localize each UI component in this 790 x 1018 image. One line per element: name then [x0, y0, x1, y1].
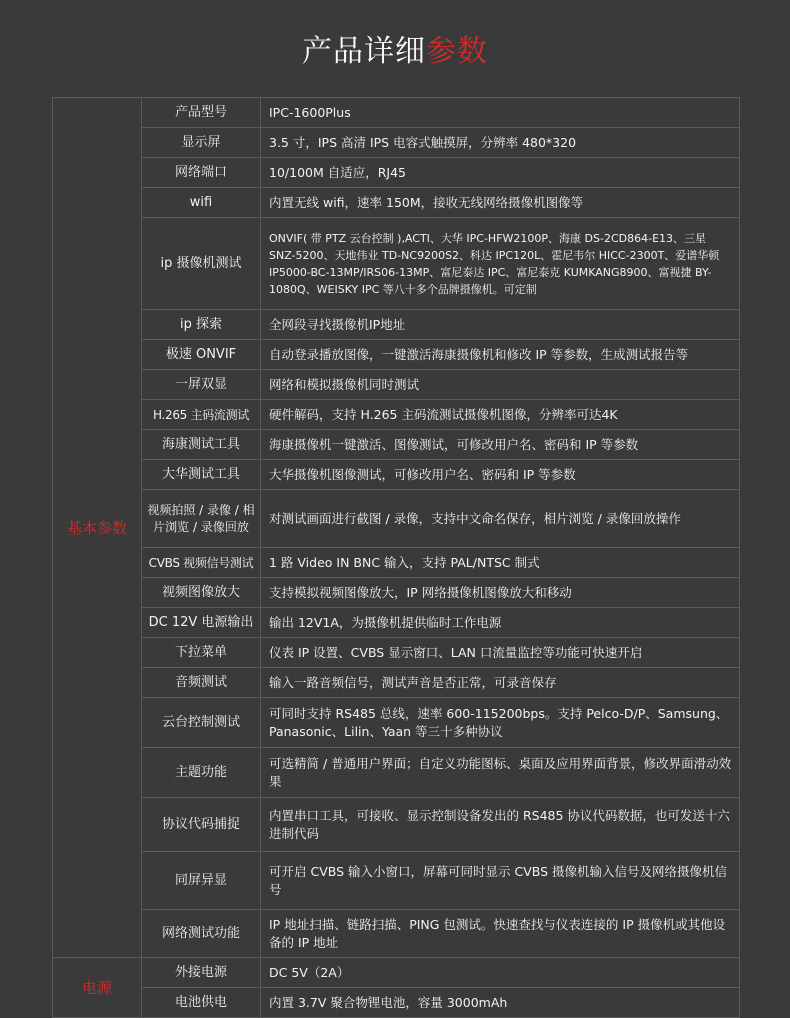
table-row: [53, 310, 740, 340]
spec-value: 可选精简 / 普通用户界面；自定义功能图标、桌面及应用界面背景，修改界面滑动效果: [261, 748, 740, 798]
spec-label: 海康测试工具: [142, 430, 261, 460]
spec-label: 视频图像放大: [142, 578, 261, 608]
spec-value: 1 路 Video IN BNC 输入，支持 PAL/NTSC 制式: [261, 548, 740, 578]
spec-value: IPC-1600Plus: [261, 98, 740, 128]
table-row: [53, 748, 740, 798]
table-row: [53, 188, 740, 218]
spec-label: 外接电源: [142, 958, 261, 988]
table-row: [53, 698, 740, 748]
spec-label: H.265 主码流测试: [142, 400, 261, 430]
spec-value: 仪表 IP 设置、CVBS 显示窗口、LAN 口流量监控等功能可快速开启: [261, 638, 740, 668]
spec-label: 同屏异显: [142, 852, 261, 910]
table-row: [53, 490, 740, 548]
spec-value: 硬件解码，支持 H.265 主码流测试摄像机图像，分辨率可达4K: [261, 400, 740, 430]
table-row: [53, 98, 740, 128]
spec-value: 内置串口工具，可接收、显示控制设备发出的 RS485 协议代码数据，也可发送十六进制代码: [261, 798, 740, 852]
spec-value: 内置无线 wifi，速率 150M，接收无线网络摄像机图像等: [261, 188, 740, 218]
title-accent: 参数: [426, 34, 488, 69]
spec-label: 产品型号: [142, 98, 261, 128]
title-main: 产品详细: [302, 34, 426, 69]
table-row: [53, 370, 740, 400]
spec-value: 10/100M 自适应，RJ45: [261, 158, 740, 188]
table-row: [53, 158, 740, 188]
spec-label: 主题功能: [142, 748, 261, 798]
spec-value: 3.5 寸，IPS 高清 IPS 电容式触摸屏，分辨率 480*320: [261, 128, 740, 158]
spec-label: 云台控制测试: [142, 698, 261, 748]
spec-label: 视频拍照 / 录像 / 相片浏览 / 录像回放: [142, 490, 261, 548]
spec-label: 大华测试工具: [142, 460, 261, 490]
table-row: [53, 340, 740, 370]
table-row: [53, 430, 740, 460]
spec-value: 可开启 CVBS 输入小窗口，屏幕可同时显示 CVBS 摄像机输入信号及网络摄像机信号: [261, 852, 740, 910]
spec-value: 内置 3.7V 聚合物锂电池，容量 3000mAh: [261, 988, 740, 1018]
spec-label: 网络端口: [142, 158, 261, 188]
spec-value: 对测试画面进行截图 / 录像，支持中文命名保存，相片浏览 / 录像回放操作: [261, 490, 740, 548]
spec-value: 支持模拟视频图像放大，IP 网络摄像机图像放大和移动: [261, 578, 740, 608]
table-row: [53, 548, 740, 578]
spec-label: 下拉菜单: [142, 638, 261, 668]
spec-value: IP 地址扫描、链路扫描、PING 包测试。快速查找与仪表连接的 IP 摄像机或其他设备的 IP 地址: [261, 910, 740, 958]
spec-label: ip 摄像机测试: [142, 218, 261, 310]
spec-value: 输入一路音频信号，测试声音是否正常，可录音保存: [261, 668, 740, 698]
spec-label: 显示屏: [142, 128, 261, 158]
spec-label: 电池供电: [142, 988, 261, 1018]
spec-value: DC 5V（2A）: [261, 958, 740, 988]
spec-value: 海康摄像机一键激活、图像测试，可修改用户名、密码和 IP 等参数: [261, 430, 740, 460]
table-row: [53, 958, 740, 988]
spec-label: CVBS 视频信号测试: [142, 548, 261, 578]
category-basic: 基本参数: [53, 98, 142, 958]
spec-label: 音频测试: [142, 668, 261, 698]
spec-value: 自动登录播放图像，一键激活海康摄像机和修改 IP 等参数，生成测试报告等: [261, 340, 740, 370]
table-row: [53, 852, 740, 910]
table-row: [53, 910, 740, 958]
table-row: [53, 400, 740, 430]
table-row: [53, 608, 740, 638]
spec-value: 大华摄像机图像测试，可修改用户名、密码和 IP 等参数: [261, 460, 740, 490]
table-row: [53, 460, 740, 490]
spec-label: 一屏双显: [142, 370, 261, 400]
spec-label: 极速 ONVIF: [142, 340, 261, 370]
table-row: [53, 798, 740, 852]
spec-table: [52, 97, 740, 1018]
spec-label: wifi: [142, 188, 261, 218]
spec-label: DC 12V 电源输出: [142, 608, 261, 638]
spec-label: ip 探索: [142, 310, 261, 340]
table-row: [53, 638, 740, 668]
table-row: [53, 668, 740, 698]
spec-value: 网络和模拟摄像机同时测试: [261, 370, 740, 400]
page-title: [0, 26, 790, 70]
spec-value: 输出 12V1A，为摄像机提供临时工作电源: [261, 608, 740, 638]
spec-label: 协议代码捕捉: [142, 798, 261, 852]
table-row: [53, 218, 740, 310]
spec-value: ONVIF( 带 PTZ 云台控制 ),ACTI、大华 IPC-HFW2100P、海康 DS-2CD864-E13、三星 SNZ-5200、天地伟业 TD-NC9200S2、科达 IPC120L、霍尼韦尔 HICC-2300T、爱谱华顿 IP5000-BC-13MP/IRS06-13MP、富尼泰达 IPC、富尼泰克 KUMKANG8900、富视捷 BY-1080Q、WEISKY IPC 等八十多个品牌摄像机。可定制: [261, 218, 740, 310]
spec-label: 网络测试功能: [142, 910, 261, 958]
category-power: 电源: [53, 958, 142, 1018]
table-row: [53, 128, 740, 158]
table-row: [53, 988, 740, 1018]
spec-value: 全网段寻找摄像机IP地址: [261, 310, 740, 340]
table-row: [53, 578, 740, 608]
spec-value: 可同时支持 RS485 总线，速率 600-115200bps。支持 Pelco-D/P、Samsung、Panasonic、Lilin、Yaan 等三十多种协议: [261, 698, 740, 748]
